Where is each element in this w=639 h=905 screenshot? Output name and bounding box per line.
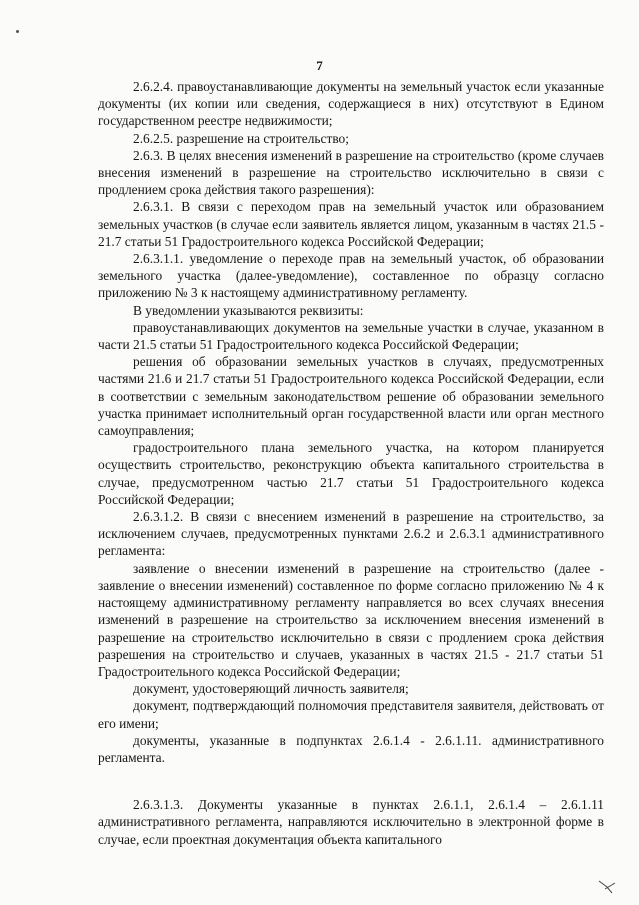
pen-mark-scribble <box>597 877 617 897</box>
paragraph-2-6-2-5: 2.6.2.5. разрешение на строительство; <box>133 130 349 146</box>
paragraph-2-6-3-1-3: 2.6.3.1.3. Документы указанные в пунктах 2.6.1.1, 2.6.1.4 – 2.6.1.11 административного регламента, направляются исключительно в электронной форме в случае, если проектная документация объекта капитального <box>98 797 604 847</box>
paragraph-change-application: заявление о внесении изменений в разрешение на строительство (далее - заявление о внесении изменений) составленное по форме согласно приложению № 4 к настоящему административному регламенту направляется во всех случаях внесения изменений в разрешение на строительство за исключением внесения изменений в разрешение на строительство исключительно в связи с продлением срока действия разрешения на строительство и случаев, указанных в частях 21.5 - 21.7 статьи 51 Градостроительного кодекса Российской Федерации; <box>98 560 604 679</box>
paragraph-2-6-3: 2.6.3. В целях внесения изменений в разрешение на строительство (кроме случаев внесения изменений в разрешение на строительство исключительно в связи с продлением срока действия такого разрешения): <box>98 147 604 198</box>
paragraph-subpoint-documents: документы, указанные в подпунктах 2.6.1.4 - 2.6.1.11. административного регламента. <box>98 732 604 765</box>
paragraph-requisites-intro: В уведомлении указываются реквизиты: <box>133 302 364 318</box>
paragraph-authority-document: документ, подтверждающий полномочия представителя заявителя, действовать от его имени; <box>98 698 604 731</box>
scan-speck <box>16 30 19 33</box>
paragraph-identity-document: документ, удостоверяющий личность заявителя; <box>133 681 409 697</box>
paragraph-urban-plan: градостроительного плана земельного участка, на котором планируется осуществить строительство, реконструкцию объекта капитального строительства в случае, предусмотренном частью 21.7 статьи 51 Градостроительного кодекса Российской Федерации; <box>98 440 604 507</box>
document-body <box>98 78 604 848</box>
paragraph-land-division-decision: решения об образовании земельных участков в случаях, предусмотренных частями 21.6 и 21.7 статьи 51 Градостроительного кодекса Российской Федерации, если в соответствии с земельным законодательством решение об образовании земельного участка принимает исполнительный орган государственной власти или орган местного самоуправления; <box>98 354 604 439</box>
paragraph-title-documents: правоустанавливающих документов на земельные участки в случае, указанном в части 21.5 статьи 51 Градостроительного кодекса Российской Федерации; <box>98 319 604 353</box>
paragraph-2-6-2-4: 2.6.2.4. правоустанавливающие документы на земельный участок если указанные документы (их копии или сведения, содержащиеся в них) отсутствуют в Едином государственном реестре недвижимости; <box>98 79 604 129</box>
paragraph-2-6-3-1-1: 2.6.3.1.1. уведомление о переходе прав на земельный участок, об образовании земельного участка (далее-уведомление), составленное по образцу согласно приложению № 3 к настоящему административному регламенту. <box>98 251 604 301</box>
paragraph-2-6-3-1: 2.6.3.1. В связи с переходом прав на земельный участок или образованием земельных участков (в случае если заявитель является лицом, указанным в частях 21.5 - 21.7 статьи 51 Градостроительного кодекса Российской Федерации; <box>98 199 604 249</box>
page-number: 7 <box>316 58 323 73</box>
paragraph-2-6-3-1-2: 2.6.3.1.2. В связи с внесением изменений в разрешение на строительство, за исключением случаев, предусмотренных пунктами 2.6.2 и 2.6.3.1 административного регламента: <box>98 509 604 559</box>
